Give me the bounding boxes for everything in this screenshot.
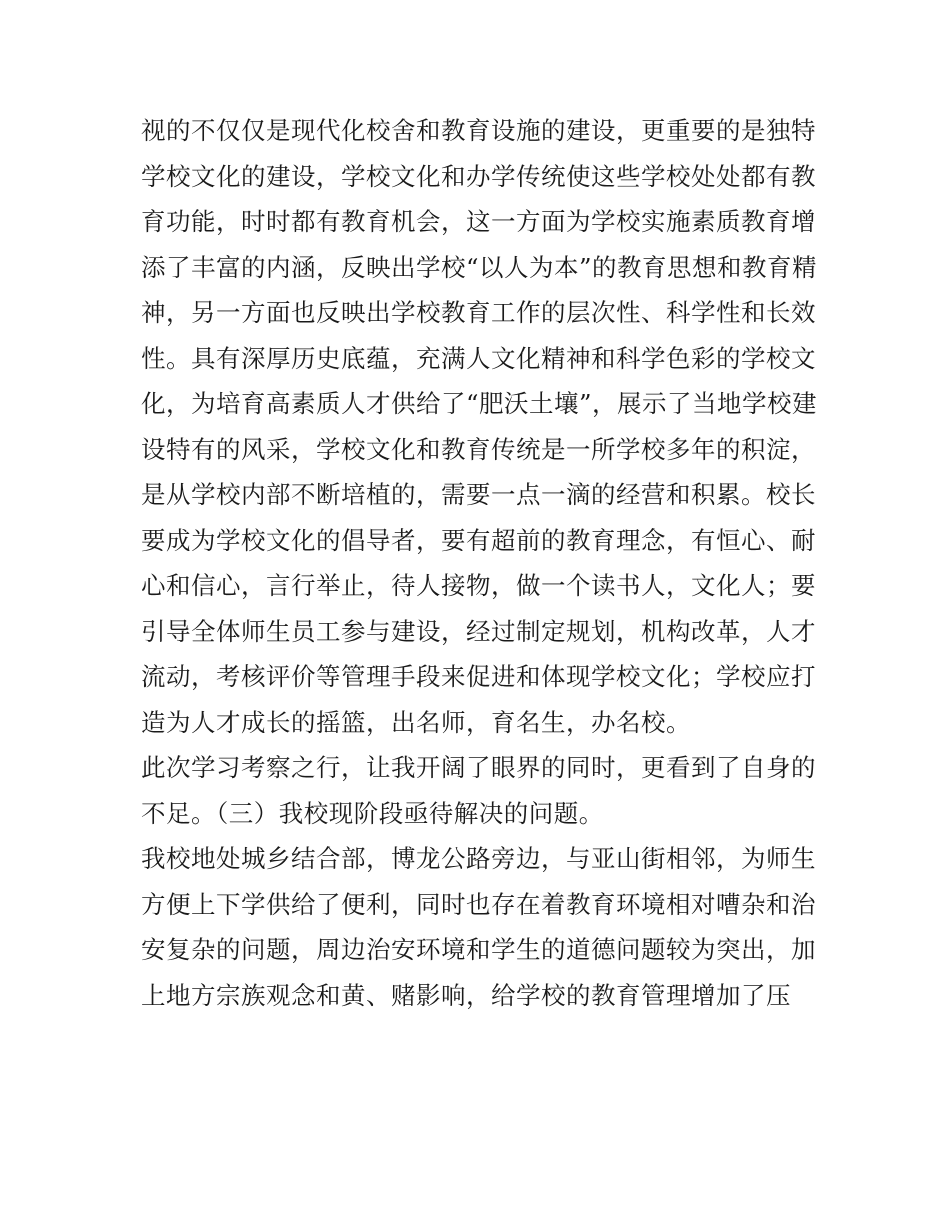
text-line: 安复杂的问题，周边治安环境和学生的道德问题较为突出，加 xyxy=(141,935,816,964)
text-line: 流动，考核评价等管理手段来促进和体现学校文化；学校应打 xyxy=(141,662,816,691)
text-line: 设特有的风采，学校文化和教育传统是一所学校多年的积淀， xyxy=(141,434,816,464)
text-line: 添了丰富的内涵，反映出学校“以人为本”的教育思想和教育精 xyxy=(141,252,818,282)
text-line: 我校地处城乡结合部，博龙公路旁边，与亚山街相邻，为师生 xyxy=(141,844,816,873)
text-line: 引导全体师生员工参与建设，经过制定规划，机构改革，人才 xyxy=(141,616,816,646)
text-line: 上地方宗族观念和黄、赌影响，给学校的教育管理增加了压 xyxy=(141,980,791,1010)
text-line: 此次学习考察之行，让我开阔了眼界的同时，更看到了自身的 xyxy=(141,753,816,782)
text-line: 不足。（三）我校现阶段亟待解决的问题。 xyxy=(141,798,604,828)
text-line: 神，另一方面也反映出学校教育工作的层次性、科学性和长效 xyxy=(141,298,816,327)
body-text xyxy=(141,108,821,1018)
text-line: 造为人才成长的摇篮，出名师，育名生，办名校。 xyxy=(141,707,691,737)
text-line: 学校文化的建设，学校文化和办学传统使这些学校处处都有教 xyxy=(141,161,816,191)
text-line: 化，为培育高素质人才供给了“肥沃土壤”，展示了当地学校建 xyxy=(141,389,818,418)
text-line: 是从学校内部不断培植的，需要一点一滴的经营和积累。校长 xyxy=(141,480,816,509)
text-line: 育功能，时时都有教育机会，这一方面为学校实施素质教育增 xyxy=(141,207,816,236)
text-line: 视的不仅仅是现代化校舍和教育设施的建设，更重要的是独特 xyxy=(141,116,816,145)
text-line: 方便上下学供给了便利，同时也存在着教育环境相对嘈杂和治 xyxy=(141,889,816,919)
text-line: 心和信心，言行举止，待人接物，做一个读书人，文化人；要 xyxy=(141,571,816,600)
text-line: 要成为学校文化的倡导者，要有超前的教育理念，有恒心、耐 xyxy=(141,525,816,555)
text-line: 性。具有深厚历史底蕴，充满人文化精神和科学色彩的学校文 xyxy=(141,343,816,373)
